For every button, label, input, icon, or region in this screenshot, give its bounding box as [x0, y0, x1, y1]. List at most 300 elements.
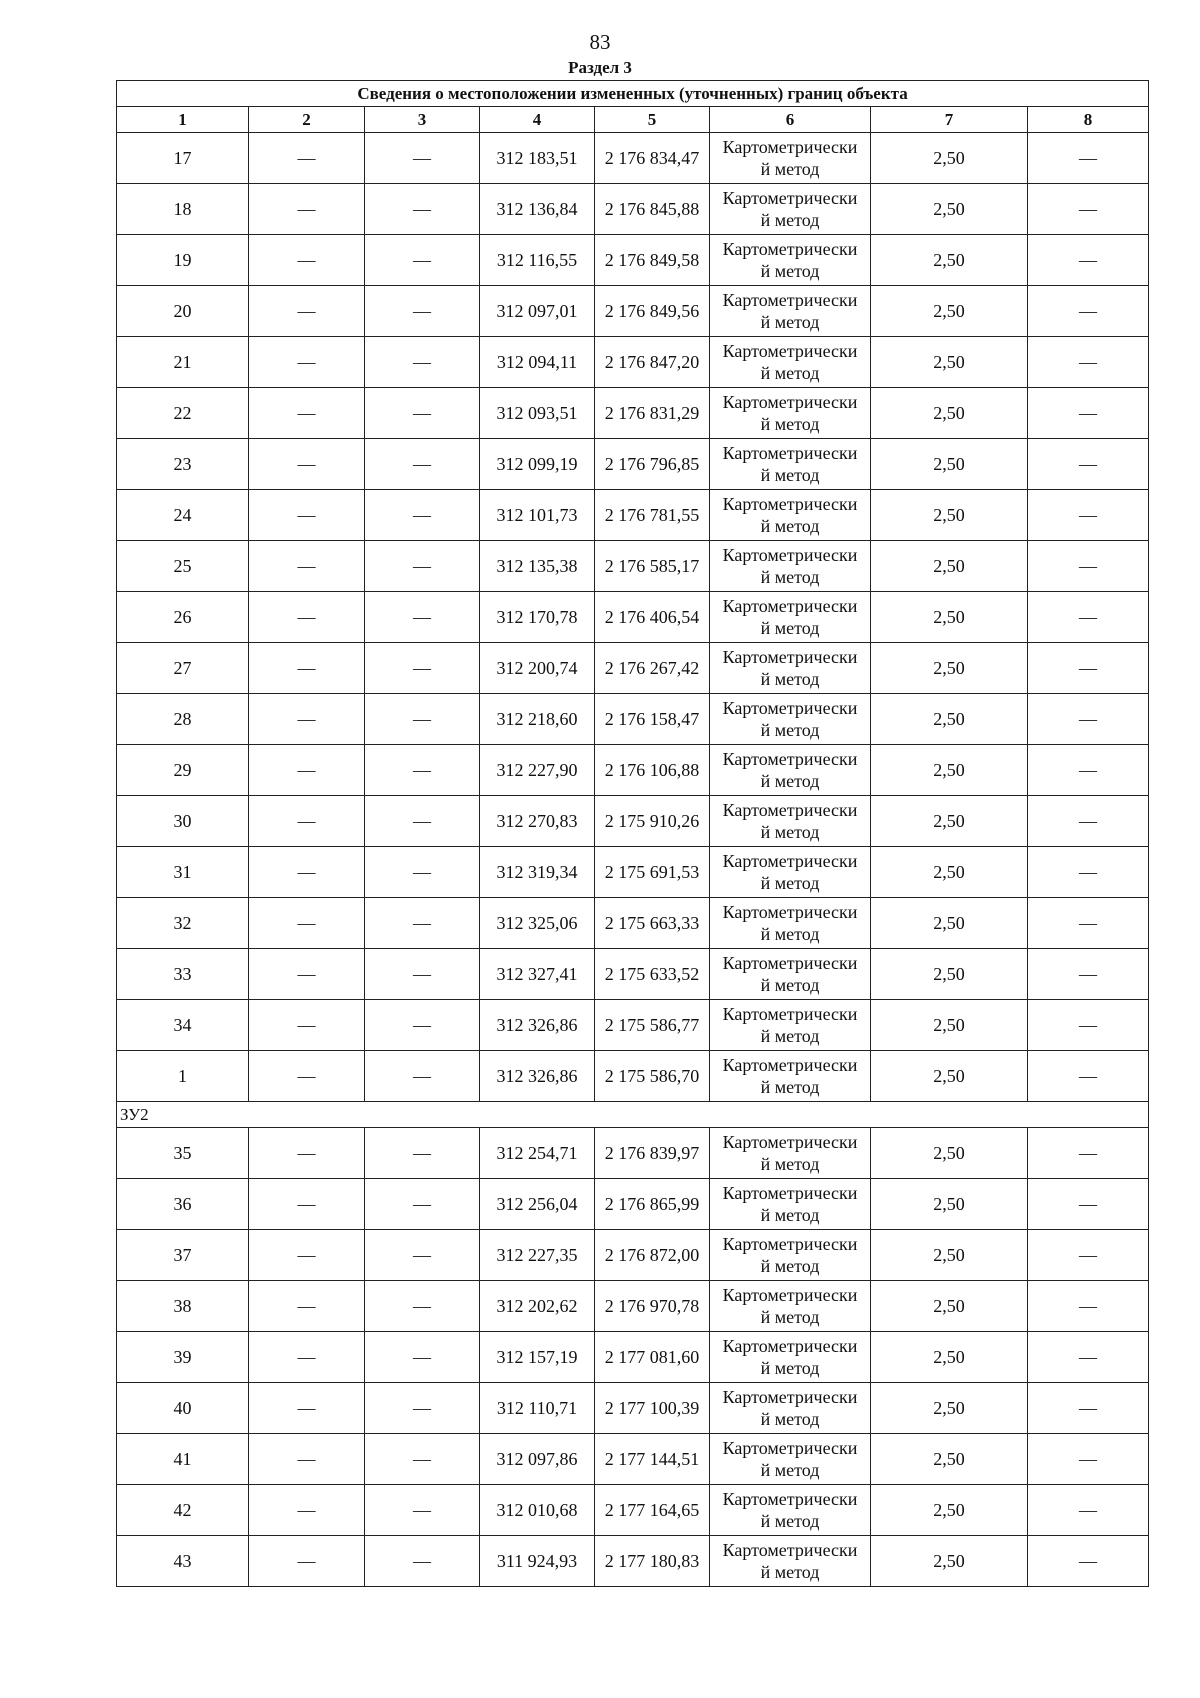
point-number-cell: 29	[117, 745, 249, 796]
accuracy-cell: 2,50	[871, 1179, 1028, 1230]
method-cell	[710, 1383, 871, 1434]
point-number-cell: 37	[117, 1230, 249, 1281]
accuracy-cell: 2,50	[871, 643, 1028, 694]
x-coordinate-cell: 312 325,06	[480, 898, 595, 949]
empty-dash-cell: —	[1028, 1000, 1149, 1051]
empty-dash-cell: —	[249, 1179, 365, 1230]
method-text-line1: Картометрически	[722, 1387, 858, 1407]
empty-dash-cell: —	[1028, 235, 1149, 286]
table-row	[117, 643, 1149, 694]
point-number-cell: 17	[117, 133, 249, 184]
method-text-line2: й метод	[760, 567, 820, 587]
y-coordinate-cell: 2 176 970,78	[595, 1281, 710, 1332]
empty-dash-cell: —	[249, 949, 365, 1000]
method-text-line1: Картометрически	[722, 494, 858, 514]
empty-dash-cell: —	[365, 1128, 480, 1179]
table-row	[117, 1128, 1149, 1179]
method-cell	[710, 592, 871, 643]
empty-dash-cell: —	[249, 796, 365, 847]
method-text-line2: й метод	[760, 1511, 820, 1531]
accuracy-cell: 2,50	[871, 184, 1028, 235]
y-coordinate-cell: 2 176 106,88	[595, 745, 710, 796]
x-coordinate-cell: 312 099,19	[480, 439, 595, 490]
empty-dash-cell: —	[249, 1281, 365, 1332]
x-coordinate-cell: 312 327,41	[480, 949, 595, 1000]
method-text-line2: й метод	[760, 465, 820, 485]
x-coordinate-cell: 312 135,38	[480, 541, 595, 592]
point-number-cell: 35	[117, 1128, 249, 1179]
method-cell	[710, 1536, 871, 1587]
empty-dash-cell: —	[365, 337, 480, 388]
y-coordinate-cell: 2 176 847,20	[595, 337, 710, 388]
table-row	[117, 286, 1149, 337]
x-coordinate-cell: 312 202,62	[480, 1281, 595, 1332]
table-row	[117, 847, 1149, 898]
empty-dash-cell: —	[1028, 1383, 1149, 1434]
method-cell	[710, 898, 871, 949]
method-text-line2: й метод	[760, 873, 820, 893]
accuracy-cell: 2,50	[871, 439, 1028, 490]
method-text-line2: й метод	[760, 669, 820, 689]
empty-dash-cell: —	[365, 1383, 480, 1434]
empty-dash-cell: —	[1028, 1485, 1149, 1536]
accuracy-cell: 2,50	[871, 1281, 1028, 1332]
accuracy-cell: 2,50	[871, 388, 1028, 439]
accuracy-cell: 2,50	[871, 541, 1028, 592]
method-text-line2: й метод	[760, 1358, 820, 1378]
accuracy-cell: 2,50	[871, 1000, 1028, 1051]
empty-dash-cell: —	[249, 1332, 365, 1383]
method-text-line2: й метод	[760, 1409, 820, 1429]
y-coordinate-cell: 2 175 633,52	[595, 949, 710, 1000]
empty-dash-cell: —	[249, 1434, 365, 1485]
x-coordinate-cell: 312 116,55	[480, 235, 595, 286]
table-row	[117, 592, 1149, 643]
empty-dash-cell: —	[249, 1000, 365, 1051]
table-row	[117, 1434, 1149, 1485]
empty-dash-cell: —	[365, 1434, 480, 1485]
y-coordinate-cell: 2 176 845,88	[595, 184, 710, 235]
point-number-cell: 39	[117, 1332, 249, 1383]
point-number-cell: 27	[117, 643, 249, 694]
empty-dash-cell: —	[365, 1230, 480, 1281]
empty-dash-cell: —	[365, 235, 480, 286]
method-cell	[710, 1128, 871, 1179]
empty-dash-cell: —	[249, 694, 365, 745]
method-text-line1: Картометрически	[722, 545, 858, 565]
empty-dash-cell: —	[1028, 1281, 1149, 1332]
empty-dash-cell: —	[1028, 286, 1149, 337]
empty-dash-cell: —	[1028, 847, 1149, 898]
empty-dash-cell: —	[249, 643, 365, 694]
column-number: 5	[595, 107, 710, 133]
empty-dash-cell: —	[249, 286, 365, 337]
empty-dash-cell: —	[249, 133, 365, 184]
x-coordinate-cell: 312 101,73	[480, 490, 595, 541]
method-text-line1: Картометрически	[722, 953, 858, 973]
method-cell	[710, 949, 871, 1000]
column-number: 1	[117, 107, 249, 133]
method-cell	[710, 286, 871, 337]
point-number-cell: 21	[117, 337, 249, 388]
empty-dash-cell: —	[249, 592, 365, 643]
accuracy-cell: 2,50	[871, 1434, 1028, 1485]
empty-dash-cell: —	[365, 184, 480, 235]
table-row	[117, 541, 1149, 592]
empty-dash-cell: —	[1028, 541, 1149, 592]
y-coordinate-cell: 2 176 872,00	[595, 1230, 710, 1281]
y-coordinate-cell: 2 177 164,65	[595, 1485, 710, 1536]
column-number: 6	[710, 107, 871, 133]
method-text-line2: й метод	[760, 1077, 820, 1097]
table-row	[117, 694, 1149, 745]
empty-dash-cell: —	[1028, 1179, 1149, 1230]
empty-dash-cell: —	[365, 541, 480, 592]
empty-dash-cell: —	[365, 1281, 480, 1332]
method-text-line1: Картометрически	[722, 1234, 858, 1254]
empty-dash-cell: —	[1028, 796, 1149, 847]
y-coordinate-cell: 2 176 796,85	[595, 439, 710, 490]
empty-dash-cell: —	[365, 847, 480, 898]
method-text-line1: Картометрически	[722, 1336, 858, 1356]
method-cell	[710, 1000, 871, 1051]
empty-dash-cell: —	[1028, 184, 1149, 235]
empty-dash-cell: —	[249, 1051, 365, 1102]
y-coordinate-cell: 2 176 865,99	[595, 1179, 710, 1230]
empty-dash-cell: —	[365, 1000, 480, 1051]
x-coordinate-cell: 312 010,68	[480, 1485, 595, 1536]
y-coordinate-cell: 2 175 691,53	[595, 847, 710, 898]
empty-dash-cell: —	[365, 133, 480, 184]
method-text-line1: Картометрически	[722, 188, 858, 208]
point-number-cell: 34	[117, 1000, 249, 1051]
table-body	[117, 133, 1149, 1587]
method-text-line2: й метод	[760, 720, 820, 740]
method-cell	[710, 541, 871, 592]
y-coordinate-cell: 2 177 144,51	[595, 1434, 710, 1485]
accuracy-cell: 2,50	[871, 490, 1028, 541]
x-coordinate-cell: 312 097,01	[480, 286, 595, 337]
accuracy-cell: 2,50	[871, 847, 1028, 898]
empty-dash-cell: —	[1028, 898, 1149, 949]
method-text-line2: й метод	[760, 618, 820, 638]
empty-dash-cell: —	[365, 745, 480, 796]
method-text-line1: Картометрически	[722, 596, 858, 616]
method-cell	[710, 133, 871, 184]
point-number-cell: 33	[117, 949, 249, 1000]
empty-dash-cell: —	[249, 541, 365, 592]
point-number-cell: 19	[117, 235, 249, 286]
table-row	[117, 133, 1149, 184]
empty-dash-cell: —	[249, 1485, 365, 1536]
empty-dash-cell: —	[1028, 439, 1149, 490]
empty-dash-cell: —	[365, 796, 480, 847]
method-text-line1: Картометрически	[722, 851, 858, 871]
point-number-cell: 41	[117, 1434, 249, 1485]
point-number-cell: 36	[117, 1179, 249, 1230]
method-cell	[710, 1434, 871, 1485]
empty-dash-cell: —	[249, 745, 365, 796]
x-coordinate-cell: 312 270,83	[480, 796, 595, 847]
x-coordinate-cell: 312 170,78	[480, 592, 595, 643]
table-row	[117, 1281, 1149, 1332]
table-row	[117, 1383, 1149, 1434]
method-cell	[710, 745, 871, 796]
method-text-line1: Картометрически	[722, 1489, 858, 1509]
empty-dash-cell: —	[1028, 592, 1149, 643]
method-text-line1: Картометрически	[722, 137, 858, 157]
empty-dash-cell: —	[365, 643, 480, 694]
table-row	[117, 490, 1149, 541]
accuracy-cell: 2,50	[871, 286, 1028, 337]
y-coordinate-cell: 2 176 267,42	[595, 643, 710, 694]
method-cell	[710, 694, 871, 745]
point-number-cell: 40	[117, 1383, 249, 1434]
y-coordinate-cell: 2 176 831,29	[595, 388, 710, 439]
accuracy-cell: 2,50	[871, 949, 1028, 1000]
x-coordinate-cell: 312 093,51	[480, 388, 595, 439]
empty-dash-cell: —	[1028, 1051, 1149, 1102]
point-number-cell: 20	[117, 286, 249, 337]
x-coordinate-cell: 312 256,04	[480, 1179, 595, 1230]
x-coordinate-cell: 312 183,51	[480, 133, 595, 184]
y-coordinate-cell: 2 176 849,56	[595, 286, 710, 337]
method-text-line1: Картометрически	[722, 698, 858, 718]
empty-dash-cell: —	[365, 1536, 480, 1587]
x-coordinate-cell: 312 110,71	[480, 1383, 595, 1434]
accuracy-cell: 2,50	[871, 1536, 1028, 1587]
boundary-coordinates-table	[116, 80, 1149, 1587]
empty-dash-cell: —	[1028, 337, 1149, 388]
method-text-line1: Картометрически	[722, 800, 858, 820]
x-coordinate-cell: 312 094,11	[480, 337, 595, 388]
point-number-cell: 32	[117, 898, 249, 949]
empty-dash-cell: —	[1028, 694, 1149, 745]
empty-dash-cell: —	[365, 592, 480, 643]
table-row	[117, 388, 1149, 439]
empty-dash-cell: —	[1028, 643, 1149, 694]
empty-dash-cell: —	[249, 1536, 365, 1587]
empty-dash-cell: —	[249, 898, 365, 949]
point-number-cell: 28	[117, 694, 249, 745]
empty-dash-cell: —	[1028, 490, 1149, 541]
empty-dash-cell: —	[249, 184, 365, 235]
point-number-cell: 30	[117, 796, 249, 847]
column-number: 7	[871, 107, 1028, 133]
method-cell	[710, 490, 871, 541]
y-coordinate-cell: 2 176 834,47	[595, 133, 710, 184]
method-cell	[710, 184, 871, 235]
empty-dash-cell: —	[249, 337, 365, 388]
table-row	[117, 235, 1149, 286]
method-text-line2: й метод	[760, 1307, 820, 1327]
accuracy-cell: 2,50	[871, 1332, 1028, 1383]
accuracy-cell: 2,50	[871, 898, 1028, 949]
empty-dash-cell: —	[249, 1383, 365, 1434]
method-text-line2: й метод	[760, 516, 820, 536]
empty-dash-cell: —	[365, 286, 480, 337]
point-number-cell: 24	[117, 490, 249, 541]
x-coordinate-cell: 312 136,84	[480, 184, 595, 235]
table-row	[117, 1230, 1149, 1281]
point-number-cell: 18	[117, 184, 249, 235]
y-coordinate-cell: 2 176 781,55	[595, 490, 710, 541]
method-text-line1: Картометрически	[722, 1132, 858, 1152]
empty-dash-cell: —	[249, 235, 365, 286]
y-coordinate-cell: 2 176 849,58	[595, 235, 710, 286]
empty-dash-cell: —	[365, 490, 480, 541]
accuracy-cell: 2,50	[871, 337, 1028, 388]
x-coordinate-cell: 312 326,86	[480, 1051, 595, 1102]
table-row	[117, 949, 1149, 1000]
method-cell	[710, 1230, 871, 1281]
empty-dash-cell: —	[249, 388, 365, 439]
empty-dash-cell: —	[365, 388, 480, 439]
empty-dash-cell: —	[1028, 133, 1149, 184]
empty-dash-cell: —	[365, 439, 480, 490]
column-number: 3	[365, 107, 480, 133]
y-coordinate-cell: 2 176 158,47	[595, 694, 710, 745]
empty-dash-cell: —	[1028, 1434, 1149, 1485]
method-cell	[710, 847, 871, 898]
empty-dash-cell: —	[365, 1485, 480, 1536]
point-number-cell: 1	[117, 1051, 249, 1102]
group-label: ЗУ2	[117, 1102, 1149, 1128]
method-text-line2: й метод	[760, 975, 820, 995]
table-row	[117, 1179, 1149, 1230]
point-number-cell: 43	[117, 1536, 249, 1587]
y-coordinate-cell: 2 175 663,33	[595, 898, 710, 949]
y-coordinate-cell: 2 177 180,83	[595, 1536, 710, 1587]
method-text-line2: й метод	[760, 312, 820, 332]
method-text-line1: Картометрически	[722, 1540, 858, 1560]
method-cell	[710, 235, 871, 286]
accuracy-cell: 2,50	[871, 745, 1028, 796]
column-number: 8	[1028, 107, 1149, 133]
method-text-line1: Картометрически	[722, 647, 858, 667]
table-row	[117, 1000, 1149, 1051]
y-coordinate-cell: 2 176 585,17	[595, 541, 710, 592]
table-row	[117, 337, 1149, 388]
table-row	[117, 1051, 1149, 1102]
accuracy-cell: 2,50	[871, 1485, 1028, 1536]
method-text-line2: й метод	[760, 1026, 820, 1046]
accuracy-cell: 2,50	[871, 235, 1028, 286]
point-number-cell: 22	[117, 388, 249, 439]
empty-dash-cell: —	[365, 694, 480, 745]
method-cell	[710, 1051, 871, 1102]
method-text-line2: й метод	[760, 210, 820, 230]
empty-dash-cell: —	[1028, 1230, 1149, 1281]
method-text-line2: й метод	[760, 261, 820, 281]
empty-dash-cell: —	[1028, 1332, 1149, 1383]
x-coordinate-cell: 312 157,19	[480, 1332, 595, 1383]
method-text-line2: й метод	[760, 159, 820, 179]
method-text-line2: й метод	[760, 1562, 820, 1582]
accuracy-cell: 2,50	[871, 133, 1028, 184]
method-cell	[710, 439, 871, 490]
accuracy-cell: 2,50	[871, 1383, 1028, 1434]
method-text-line1: Картометрически	[722, 1285, 858, 1305]
accuracy-cell: 2,50	[871, 1051, 1028, 1102]
method-cell	[710, 1332, 871, 1383]
method-text-line1: Картометрически	[722, 239, 858, 259]
method-cell	[710, 1281, 871, 1332]
method-cell	[710, 388, 871, 439]
column-number: 4	[480, 107, 595, 133]
point-number-cell: 23	[117, 439, 249, 490]
method-text-line2: й метод	[760, 822, 820, 842]
table-caption: Сведения о местоположении измененных (уточненных) границ объекта	[117, 81, 1149, 107]
y-coordinate-cell: 2 176 839,97	[595, 1128, 710, 1179]
empty-dash-cell: —	[1028, 949, 1149, 1000]
method-text-line1: Картометрически	[722, 290, 858, 310]
method-text-line1: Картометрически	[722, 902, 858, 922]
x-coordinate-cell: 312 200,74	[480, 643, 595, 694]
column-number: 2	[249, 107, 365, 133]
table-row	[117, 439, 1149, 490]
method-cell	[710, 643, 871, 694]
method-text-line1: Картометрически	[722, 1438, 858, 1458]
table-row	[117, 184, 1149, 235]
method-text-line1: Картометрически	[722, 749, 858, 769]
empty-dash-cell: —	[249, 490, 365, 541]
empty-dash-cell: —	[1028, 1128, 1149, 1179]
method-text-line1: Картометрически	[722, 443, 858, 463]
empty-dash-cell: —	[1028, 745, 1149, 796]
x-coordinate-cell: 312 097,86	[480, 1434, 595, 1485]
method-text-line1: Картометрически	[722, 1183, 858, 1203]
method-text-line1: Картометрически	[722, 392, 858, 412]
x-coordinate-cell: 312 326,86	[480, 1000, 595, 1051]
accuracy-cell: 2,50	[871, 1128, 1028, 1179]
method-cell	[710, 337, 871, 388]
table-row	[117, 745, 1149, 796]
method-text-line2: й метод	[760, 771, 820, 791]
empty-dash-cell: —	[1028, 1536, 1149, 1587]
method-text-line2: й метод	[760, 1154, 820, 1174]
method-text-line2: й метод	[760, 1256, 820, 1276]
y-coordinate-cell: 2 177 081,60	[595, 1332, 710, 1383]
method-text-line1: Картометрически	[722, 1055, 858, 1075]
x-coordinate-cell: 311 924,93	[480, 1536, 595, 1587]
point-number-cell: 26	[117, 592, 249, 643]
x-coordinate-cell: 312 218,60	[480, 694, 595, 745]
empty-dash-cell: —	[249, 1230, 365, 1281]
table-row	[117, 1536, 1149, 1587]
point-number-cell: 25	[117, 541, 249, 592]
method-cell	[710, 1485, 871, 1536]
table-row	[117, 1332, 1149, 1383]
method-text-line2: й метод	[760, 1205, 820, 1225]
y-coordinate-cell: 2 176 406,54	[595, 592, 710, 643]
empty-dash-cell: —	[365, 1051, 480, 1102]
y-coordinate-cell: 2 175 910,26	[595, 796, 710, 847]
point-number-cell: 38	[117, 1281, 249, 1332]
section-title: Раздел 3	[568, 58, 632, 77]
table-row	[117, 796, 1149, 847]
empty-dash-cell: —	[249, 439, 365, 490]
empty-dash-cell: —	[249, 847, 365, 898]
method-cell	[710, 796, 871, 847]
point-number-cell: 31	[117, 847, 249, 898]
accuracy-cell: 2,50	[871, 796, 1028, 847]
page-number: 83	[589, 30, 611, 54]
point-number-cell: 42	[117, 1485, 249, 1536]
method-text-line1: Картометрически	[722, 1004, 858, 1024]
x-coordinate-cell: 312 319,34	[480, 847, 595, 898]
empty-dash-cell: —	[365, 1179, 480, 1230]
